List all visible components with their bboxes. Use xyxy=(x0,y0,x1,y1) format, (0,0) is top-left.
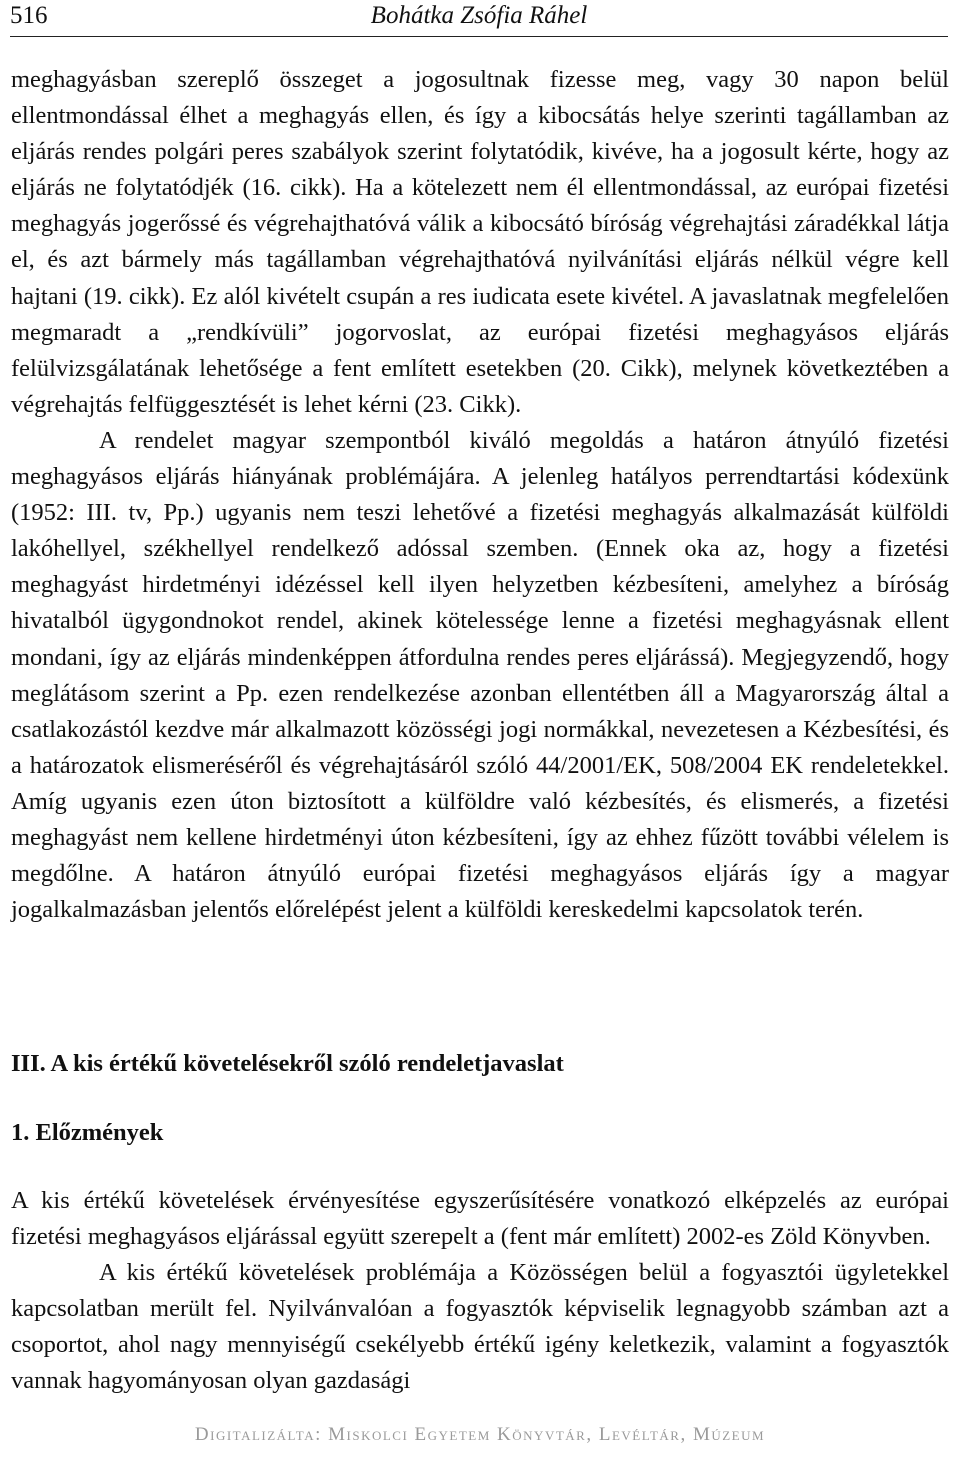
section-title: III. A kis értékű követelésekről szóló rendeletjavaslat xyxy=(11,1050,564,1077)
paragraph: meghagyásban szereplő összeget a jogosultnak fizesse meg, vagy 30 napon belül ellentmondással élhet a meghagyás ellen, és így a kibocsátás helye szerinti tagállamban az eljárás rendes polgári peres szabályok szerint folytatódik, kivéve, ha a jogosult kérte, hogy az eljárás ne folytatódjék (16. cikk). Ha a kötelezett nem él ellentmondással, az európai fizetési meghagyás jogerőssé és végrehajthatóvá válik a kibocsátó bíróság végrehajtási záradékkal látja el, és azt bármely más tagállamban végrehajthatóvá nyilvánítási eljárás nélkül végre kell hajtani (19. cikk). Ez alól kivételt csupán a res iudicata esete kivétel. A javaslatnak megfelelően megmaradt a „rendkívüli” jogorvoslat, az európai fizetési meghagyásos eljárás felülvizsgálatának lehetősége a fent említett esetekben (20. Cikk), melynek következtében a végrehajtás felfüggesztését is lehet kérni (23. Cikk). xyxy=(11,66,949,418)
paragraph: A kis értékű követelések érvényesítése egyszerűsítésére vonatkozó elképzelés az európai fizetési meghagyásos eljárással együtt szerepelt a (fent már említett) 2002-es Zöld Könyvben. xyxy=(11,1187,949,1251)
body-text-top xyxy=(11,62,949,928)
subsection-title: 1. Előzmények xyxy=(11,1119,164,1146)
body-text-bottom xyxy=(11,1183,949,1400)
running-head: Bohátka Zsófia Ráhel xyxy=(370,2,588,29)
page-number: 516 xyxy=(10,2,48,29)
digitization-footer: Digitalizálta: Miskolci Egyetem Könyvtár, Levéltár, Múzeum xyxy=(194,1424,766,1445)
page-header xyxy=(10,0,948,37)
paragraph: A kis értékű követelések problémája a Közösségen belül a fogyasztói ügyletekkel kapcsolatban merült fel. Nyilvánvalóan a fogyasztók képviselik legnagyobb számban azt a csoportot, ahol nagy mennyiségű csekélyebb értékű igény keletkezik, valamint a fogyasztók vannak hagyományosan olyan gazdasági xyxy=(11,1259,949,1395)
paragraph: A rendelet magyar szempontból kiváló megoldás a határon átnyúló fizetési meghagyásos eljárás hiányának problémájára. A jelenleg hatályos perrendtartási kódexünk (1952: III. tv, Pp.) ugyanis nem teszi lehetővé a fizetési meghagyás alkalmazását külföldi lakóhellyel, székhellyel rendelkező adóssal szemben. (Ennek oka az, hogy a fizetési meghagyást hirdetményi idézéssel kell ilyen helyzetben kézbesíteni, amelyhez a bíróság hivatalból ügygondnokot rendel, akinek kötelessége lenne a fizetési meghagyásnak ellent mondani, így az eljárás mindenképpen átfordulna rendes peres eljárássá). Megjegyzendő, hogy meglátásom szerint a Pp. ezen rendelkezése azonban ellentétben áll a Magyarország által a csatlakozástól kezdve már alkalmazott közösségi jogi normákkal, nevezetesen a Kézbesítési, és a határozatok elismeréséről és végrehajtásáról szóló 44/2001/EK, 508/2004 EK rendeletekkel. Amíg ugyanis ezen úton biztosított a külföldre való kézbesítés, és elismerés, a fizetési meghagyást nem kellene hirdetményi úton kézbesíteni, így az ehhez fűzött további vélelem is megdőlne. A határon átnyúló európai fizetési meghagyásos eljárás így a magyar jogalkalmazásban jelentős előrelépést jelent a külföldi kereskedelmi kapcsolatok terén. xyxy=(11,426,949,924)
